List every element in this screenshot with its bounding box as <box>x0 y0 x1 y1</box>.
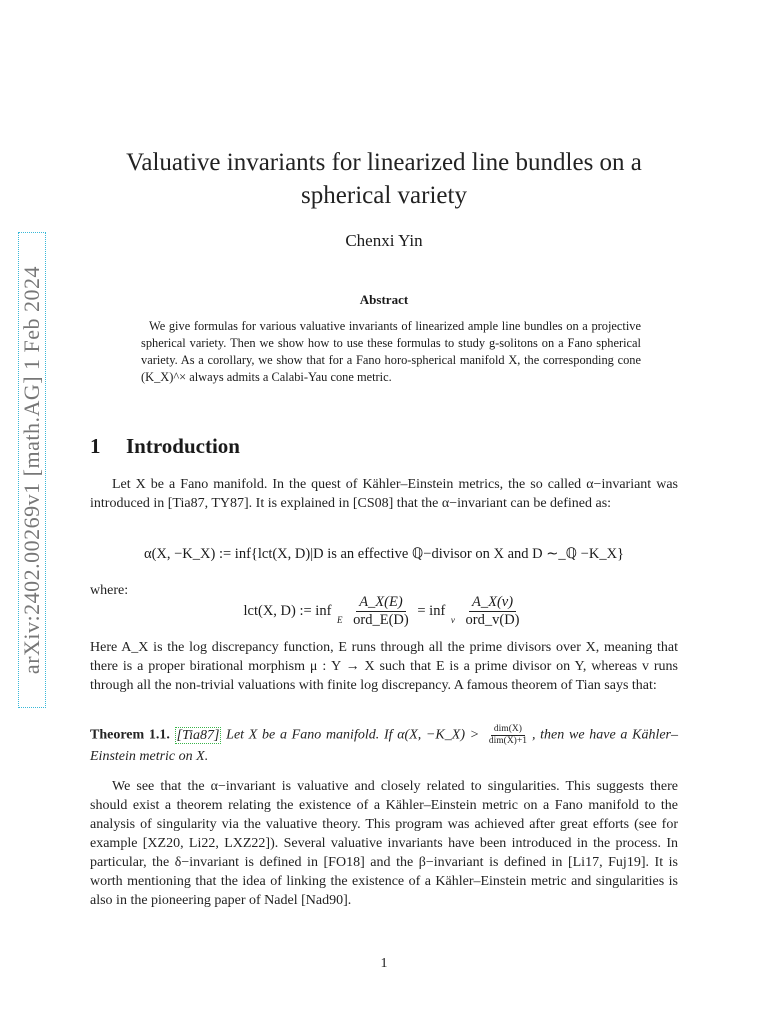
page-number: 1 <box>380 956 388 971</box>
author: Chenxi Yin <box>345 231 423 250</box>
paragraph-3: We see that the α−invariant is valuative and closely related to singularities. This suggests there should exist a theorem relating the existence of a Kähler–Einstein metric on a Fano manifold to the analysis of singularity via the valuative theory. This program was achieved after great efforts (see for example [XZ20, Li22, LXZ22]). Several valuative invariants have been introduced in the process. In particular, the δ−invariant is defined in [FO18] and the β−invariant is defined in [Li17, Fuj19]. It is worth mentioning that the idea of linking the existence of a Kähler–Einstein metric and singularities is also in the pioneering paper of Nadel [Nad90]. <box>90 779 678 908</box>
inf-sub-1: E <box>337 615 343 625</box>
paragraph-2: Here A_X is the log discrepancy function, E runs through all the prime divisors over X, meaning that there is a proper birational morphism μ : Y → X such that E is a prime divisor on Y, whereas v runs through all the non-trivial valuations with finite log discrepancy. A famous theorem of Tian says that: <box>90 640 678 693</box>
fraction-1 <box>350 594 412 629</box>
section-number: 1 <box>90 434 101 458</box>
arxiv-stamp[interactable] <box>18 232 46 708</box>
inf-operator-2 <box>451 599 455 624</box>
abstract-heading: Abstract <box>359 292 409 307</box>
paper-title: Valuative invariants for linearized line bundles on a spherical variety <box>126 149 642 209</box>
theorem-frac-num: dim(X) <box>491 724 525 736</box>
section-heading <box>90 434 240 459</box>
abstract-text: We give formulas for various valuative invariants of linearized ample line bundles on a projective spherical variety. Then we show how to use these formulas to study g-solitons on a Fano spherical variety. As a corollary, we show that for a Fano horo-spherical manifold X, the corresponding cone (K_X)^× always admits a Calabi-Yau cone metric. <box>141 319 641 384</box>
fraction-2-den: ord_v(D) <box>465 612 520 628</box>
inf-sub-2: v <box>450 615 455 625</box>
equation-lct <box>90 594 678 629</box>
fraction-2-num: A_X(v) <box>469 594 516 612</box>
theorem-label: Theorem 1.1. <box>90 727 170 743</box>
paragraph-1: Let X be a Fano manifold. In the quest of Kähler–Einstein metrics, the so called α−invariant was introduced in [Tia87, TY87]. It is explained in [CS08] that the α−invariant can be defined as: <box>90 477 678 511</box>
equation-alpha: α(X, −K_X) := inf{lct(X, D)|D is an effective ℚ−divisor on X and D ∼_ℚ −K_X} <box>143 546 625 562</box>
theorem-fraction <box>486 724 530 747</box>
fraction-1-num: A_X(E) <box>356 594 405 612</box>
theorem-citation-link[interactable]: [Tia87] <box>176 727 220 743</box>
inf-operator-1 <box>337 599 343 624</box>
fraction-2 <box>463 594 523 629</box>
fraction-1-den: ord_E(D) <box>353 612 409 628</box>
theorem-1-1 <box>90 724 678 766</box>
theorem-frac-den: dim(X)+1 <box>488 736 527 746</box>
arxiv-id: arXiv:2402.00269v1 [math.AG] 1 Feb 2024 <box>19 265 44 675</box>
section-title: Introduction <box>126 434 240 458</box>
eq-lhs: lct(X, D) := inf <box>243 602 332 619</box>
theorem-text-b: , then we have a Kähler–Einstein metric on X. <box>90 727 679 764</box>
eq-mid: = inf <box>417 602 446 619</box>
theorem-text-a: Let X be a Fano manifold. If α(X, −K_X) > <box>226 727 480 743</box>
where-label: where: <box>90 583 129 598</box>
